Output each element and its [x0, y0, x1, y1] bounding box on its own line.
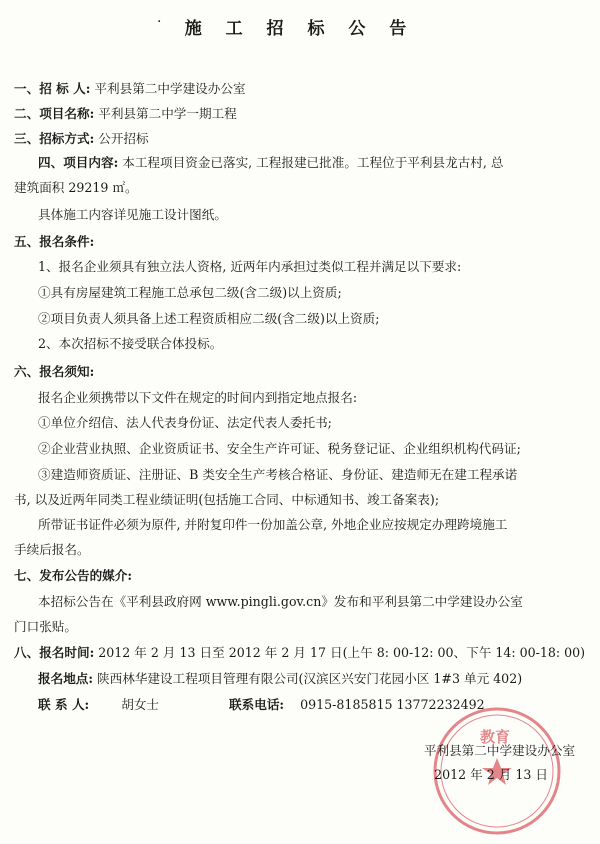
requirement-1b: ②项目负责人须具备上述工程资质相应二级(含二级)以上资质;: [38, 311, 380, 326]
signature-date: 2012 年 2 月 13 日: [434, 767, 548, 782]
contact-value: 胡女士: [121, 697, 160, 712]
notes-item-1: ①单位介绍信、法人代表身份证、法定代表人委托书;: [38, 415, 332, 430]
contact-label: 联 系 人:: [38, 697, 90, 712]
bid-method-label: 三、招标方式:: [14, 131, 95, 146]
notes-intro: 报名企业须携带以下文件在规定的时间内到指定地点报名:: [38, 390, 358, 405]
notes-item-3-cont: 书, 以及近两年同类工程业绩证明(包括施工合同、中标通知书、竣工备案表);: [14, 492, 440, 507]
notes-originals-cont: 手续后报名。: [14, 542, 90, 557]
project-content-label: 四、项目内容:: [38, 155, 119, 170]
registration-time-value: 2012 年 2 月 13 日至 2012 年 2 月 17 日(上午 8: 00-12: 00、下午 14: 00-18: 00): [98, 645, 586, 660]
section-bid-method: [14, 130, 590, 148]
notes-item-2: ②企业营业执照、企业资质证书、安全生产许可证、税务登记证、企业组织机构代码证;: [38, 441, 521, 456]
requirement-2: 2、本次招标不接受联合体投标。: [38, 336, 223, 351]
requirement-1a: ①具有房屋建筑工程施工总承包二级(含二级)以上资质;: [38, 285, 342, 300]
section-project-name: [14, 105, 590, 123]
section-bidder: [14, 80, 590, 98]
header-mark: ·: [157, 14, 162, 30]
registration-place-value: 陕西林华建设工程项目管理有限公司(汉滨区兴安门花园小区 1#3 单元 402): [97, 671, 523, 686]
registration-time-label: 八、报名时间:: [14, 645, 95, 660]
media-label: 七、发布公告的媒介:: [14, 568, 132, 583]
project-name-label: 二、项目名称:: [14, 106, 95, 121]
registration-notes-label: 六、报名须知:: [14, 364, 95, 379]
signature-org: 平利县第二中学建设办公室: [423, 743, 575, 758]
phone-label: 联系电话:: [229, 697, 285, 712]
project-content-line-2: 建筑面积 29219 ㎡。: [14, 180, 138, 195]
notes-originals: 所带证书证件必须为原件, 并附复印件一份加盖公章, 外地企业应按规定办理跨境施工: [38, 517, 508, 532]
section-project-content: [14, 154, 590, 172]
registration-place-label: 报名地点:: [38, 671, 94, 686]
bid-method-value: 公开招标: [98, 131, 149, 146]
requirement-1: 1、报名企业须具有独立法人资格, 近两年内承担过类似工程并满足以下要求:: [38, 259, 462, 274]
media-line-1: 本招标公告在《平利县政府网 www.pingli.gov.cn》发布和平利县第二中学建设办公室: [38, 594, 523, 609]
project-content-line-1: 本工程项目资金已落实, 工程报建已批准。工程位于平利县龙古村, 总: [122, 155, 504, 170]
section-registration-time: [14, 644, 590, 662]
project-content-line-3: 具体施工内容详见施工设计图纸。: [38, 207, 227, 222]
page-title: 施 工 招 标 公 告: [184, 19, 416, 39]
phone-value: 0915-8185815 13772232492: [300, 697, 485, 712]
bidder-label: 一、招 标 人:: [14, 81, 91, 96]
notes-item-3: ③建造师资质证、注册证、B 类安全生产考核合格证、身份证、建造师无在建工程承诺: [38, 467, 518, 482]
registration-place: [14, 670, 590, 688]
media-line-2: 门口张贴。: [14, 619, 77, 634]
project-name-value: 平利县第二中学一期工程: [98, 106, 237, 121]
bidder-value: 平利县第二中学建设办公室: [94, 81, 246, 96]
requirements-label: 五、报名条件:: [14, 234, 95, 249]
seal-text: 教育: [480, 728, 511, 746]
